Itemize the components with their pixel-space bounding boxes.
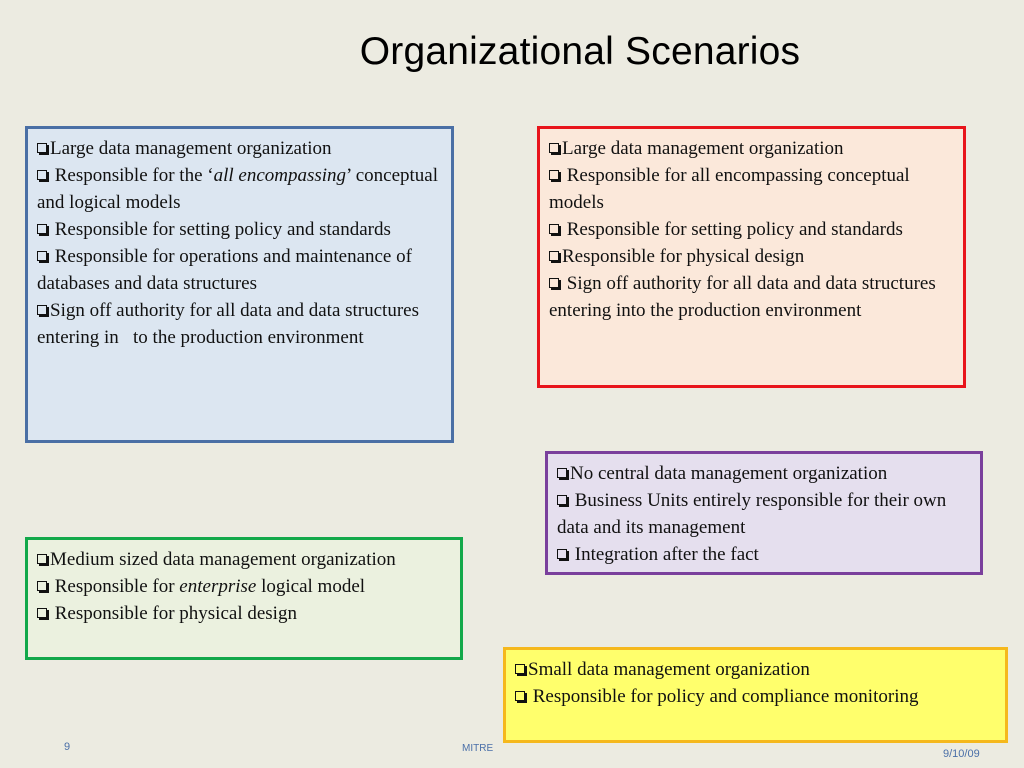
checkbox-bullet-icon <box>549 278 559 288</box>
checkbox-bullet-icon <box>549 224 559 234</box>
checkbox-bullet-icon <box>37 224 47 234</box>
bullet-item: Sign off authority for all data and data structures entering into the production environment <box>549 273 936 321</box>
bullet-item: Large data management organization <box>37 135 443 162</box>
bullet-item: Responsible for operations and maintenance of databases and data structures <box>37 246 412 294</box>
scenario-box-green <box>25 537 463 660</box>
checkbox-bullet-icon <box>37 143 47 153</box>
checkbox-bullet-icon <box>37 581 47 591</box>
checkbox-bullet-icon <box>515 664 525 674</box>
bullet-item: Medium sized data management organization <box>37 546 452 573</box>
bullet-item: Responsible for the ‘all encompassing’ conceptual and logical models <box>37 165 439 213</box>
bullet-item: Responsible for physical design <box>37 600 452 627</box>
bullet-item: Responsible for all encompassing conceptual models <box>549 165 910 213</box>
scenario-box-yellow <box>503 647 1008 743</box>
bullet-item: Large data management organization <box>549 135 955 162</box>
scenario-box-blue <box>25 126 454 443</box>
checkbox-bullet-icon <box>37 608 47 618</box>
checkbox-bullet-icon <box>549 143 559 153</box>
checkbox-bullet-icon <box>37 554 47 564</box>
bullet-item: Integration after the fact <box>557 541 972 568</box>
checkbox-bullet-icon <box>515 691 525 701</box>
slide-title: Organizational Scenarios <box>359 30 801 73</box>
bullet-item: Small data management organization <box>515 656 997 683</box>
checkbox-bullet-icon <box>549 170 559 180</box>
scenario-box-purple <box>545 451 983 575</box>
bullet-item: Responsible for physical design <box>549 243 955 270</box>
bullet-item: Responsible for policy and compliance monitoring <box>515 683 997 710</box>
bullet-item: Business Units entirely responsible for their own data and its management <box>557 490 947 538</box>
checkbox-bullet-icon <box>557 468 567 478</box>
bullet-item: Responsible for enterprise logical model <box>37 573 452 600</box>
checkbox-bullet-icon <box>557 495 567 505</box>
bullet-item: Responsible for setting policy and standards <box>37 216 443 243</box>
checkbox-bullet-icon <box>37 170 47 180</box>
bullet-item: Responsible for setting policy and standards <box>549 216 955 243</box>
bullet-item: No central data management organization <box>557 460 972 487</box>
checkbox-bullet-icon <box>557 549 567 559</box>
checkbox-bullet-icon <box>37 305 47 315</box>
scenario-box-red <box>537 126 966 388</box>
checkbox-bullet-icon <box>37 251 47 261</box>
slide-page-number: 9 <box>64 741 71 753</box>
bullet-item: Sign off authority for all data and data structures entering in to the production environment <box>37 300 424 348</box>
footer-organization: MITRE <box>462 743 494 754</box>
footer-date: 9/10/09 <box>943 748 980 760</box>
checkbox-bullet-icon <box>549 251 559 261</box>
